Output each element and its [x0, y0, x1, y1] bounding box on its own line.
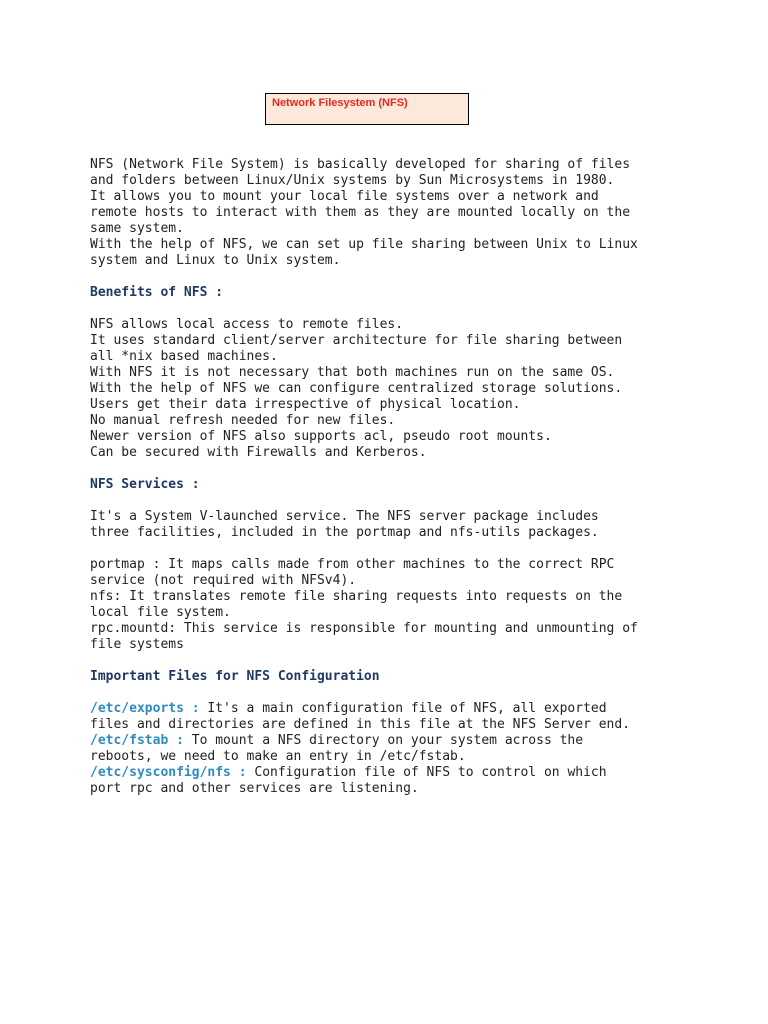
service-line: nfs: It translates remote file sharing requests into requests on the [90, 589, 623, 604]
service-line: local file system. [90, 605, 231, 620]
sysconfig-description: Configuration file of NFS to control on which [246, 765, 607, 780]
document-title: Network Filesystem (NFS) [272, 97, 408, 109]
fstab-description: To mount a NFS directory on your system across the [183, 733, 584, 748]
fstab-description-continued: reboots, we need to make an entry in /etc/fstab. [90, 749, 466, 764]
intro-line: With the help of NFS, we can set up file sharing between Unix to Linux [90, 237, 638, 252]
benefit-line: Newer version of NFS also supports acl, pseudo root mounts. [90, 429, 552, 444]
intro-line: remote hosts to interact with them as they are mounted locally on the [90, 205, 631, 220]
services-intro [90, 509, 690, 541]
fstab-path: /etc/fstab : [90, 733, 184, 748]
benefit-line: With the help of NFS we can configure centralized storage solutions. [90, 381, 623, 396]
intro-paragraph [90, 157, 690, 269]
intro-line: system and Linux to Unix system. [90, 253, 341, 268]
benefit-line: With NFS it is not necessary that both machines run on the same OS. [90, 365, 615, 380]
intro-line: same system. [90, 221, 184, 236]
service-line: rpc.mountd: This service is responsible for mounting and unmounting of [90, 621, 638, 636]
intro-line: and folders between Linux/Unix systems by Sun Microsystems in 1980. [90, 173, 615, 188]
file-entry-fstab [90, 733, 690, 749]
benefit-line: It uses standard client/server architecture for file sharing between [90, 333, 623, 348]
benefit-line: Users get their data irrespective of physical location. [90, 397, 521, 412]
files-heading: Important Files for NFS Configuration [90, 669, 380, 684]
benefit-line: NFS allows local access to remote files. [90, 317, 404, 332]
exports-description: It's a main configuration file of NFS, all exported [199, 701, 607, 716]
services-heading: NFS Services : [90, 477, 200, 492]
benefits-heading: Benefits of NFS : [90, 285, 224, 300]
exports-description-continued: files and directories are defined in this file at the NFS Server end. [90, 717, 631, 732]
file-entry-exports [90, 701, 690, 717]
service-line: portmap : It maps calls made from other machines to the correct RPC [90, 557, 615, 572]
services-intro-line: three facilities, included in the portmap and nfs-utils packages. [90, 525, 599, 540]
file-entry-sysconfig [90, 765, 690, 781]
document-body [90, 157, 690, 797]
service-line: service (not required with NFSv4). [90, 573, 357, 588]
services-intro-line: It's a System V-launched service. The NFS server package includes [90, 509, 599, 524]
document-title-box [265, 93, 469, 125]
benefit-line: all *nix based machines. [90, 349, 278, 364]
benefit-line: Can be secured with Firewalls and Kerberos. [90, 445, 427, 460]
intro-line: It allows you to mount your local file systems over a network and [90, 189, 599, 204]
intro-line: NFS (Network File System) is basically developed for sharing of files [90, 157, 631, 172]
benefit-line: No manual refresh needed for new files. [90, 413, 396, 428]
files-list [90, 701, 690, 797]
services-list [90, 557, 690, 653]
exports-path: /etc/exports : [90, 701, 200, 716]
sysconfig-path: /etc/sysconfig/nfs : [90, 765, 247, 780]
sysconfig-description-continued: port rpc and other services are listening. [90, 781, 419, 796]
benefits-list [90, 317, 690, 461]
service-line: file systems [90, 637, 184, 652]
